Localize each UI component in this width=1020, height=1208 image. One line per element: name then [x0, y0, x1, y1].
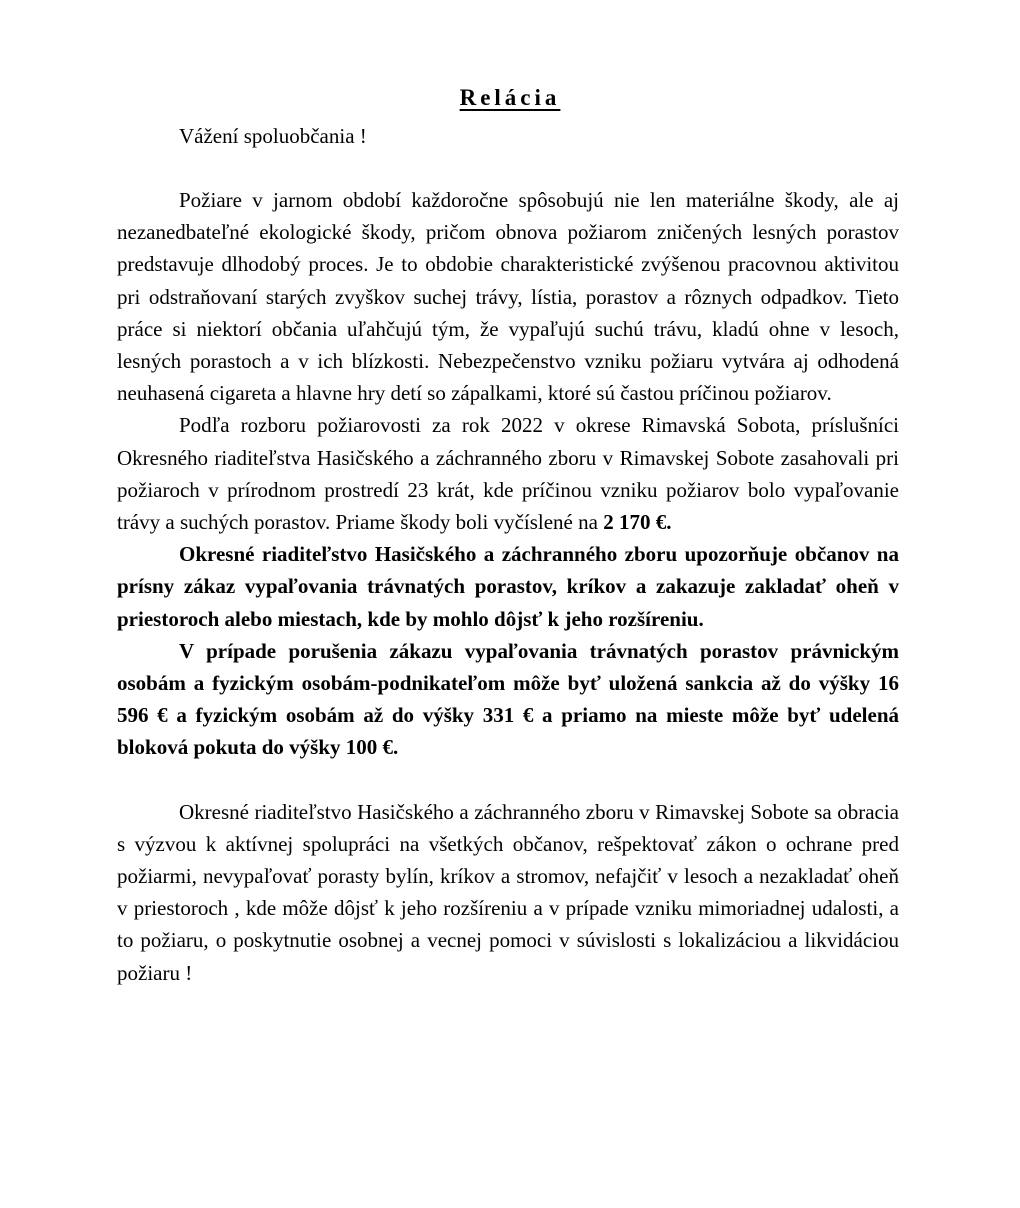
- document-page: [117, 80, 899, 989]
- paragraph-sanctions: V prípade porušenia zákazu vypaľovania trávnatých porastov právnickým osobám a fyzickým osobám-podnikateľom môže byť uložená sankcia až do výšky 16 596 € a fyzickým osobám až do výšky 331 € a priamo na mieste môže byť udelená bloková pokuta do výšky 100 €.: [117, 638, 899, 760]
- paragraph-warning: Okresné riaditeľstvo Hasičského a záchranného zboru upozorňuje občanov na prísny zákaz vypaľovania trávnatých porastov, kríkov a zakazuje zakladať oheň v priestoroch alebo miestach, kde by mohlo dôjsť k jeho rozšíreniu.: [117, 542, 899, 631]
- document-title-text: Relácia: [459, 85, 561, 110]
- paragraph-appeal: Okresné riaditeľstvo Hasičského a záchranného zboru v Rimavskej Sobote sa obracia s výzvou k aktívnej spolupráci na všetkých občanov, rešpektovať zákon o ochrane pred požiarmi, nevypaľovať porasty bylín, kríkov a stromov, nefajčiť v lesoch a nezakladať oheň v priestoroch , kde môže dôjsť k jeho rozšíreniu a v prípade vzniku mimoriadnej udalosti, a to požiaru, o poskytnutie osobnej a vecnej pomoci v súvislosti s lokalizáciou a likvidáciou požiaru !: [117, 799, 899, 985]
- paragraph-statistics-text: Podľa rozboru požiarovosti za rok 2022 v okrese Rimavská Sobota, príslušníci Okresného riaditeľstva Hasičského a záchranného zboru v Rimavskej Sobote zasahovali pri požiaroch v prírodnom prostredí 23 krát, kde príčinou vzniku požiarov bolo vypaľovanie trávy a suchých porastov. Priame škody boli vyčíslené na: [117, 413, 899, 535]
- document-title: [117, 80, 899, 116]
- damage-amount: 2 170 €.: [603, 510, 672, 535]
- salutation: Vážení spoluobčania !: [179, 124, 367, 148]
- paragraph-statistics: [117, 409, 899, 538]
- paragraph-intro: Požiare v jarnom období každoročne spôsobujú nie len materiálne škody, ale aj nezanedbateľné ekologické škody, pričom obnova požiarom zničených lesných porastov predstavuje dlhodobý proces. Je to obdobie charakteristické zvýšenou pracovnou aktivitou pri odstraňovaní starých zvyškov suchej trávy, lístia, porastov a rôznych odpadkov. Tieto práce si niektorí občania uľahčujú tým, že vypaľujú suchú trávu, kladú ohne v lesoch, lesných porastoch a v ich blízkosti. Nebezpečenstvo vzniku požiaru vytvára aj odhodená neuhasená cigareta a hlavne hry detí so zápalkami, ktoré sú častou príčinou požiarov.: [117, 188, 899, 406]
- paragraph-spacer: [117, 764, 899, 796]
